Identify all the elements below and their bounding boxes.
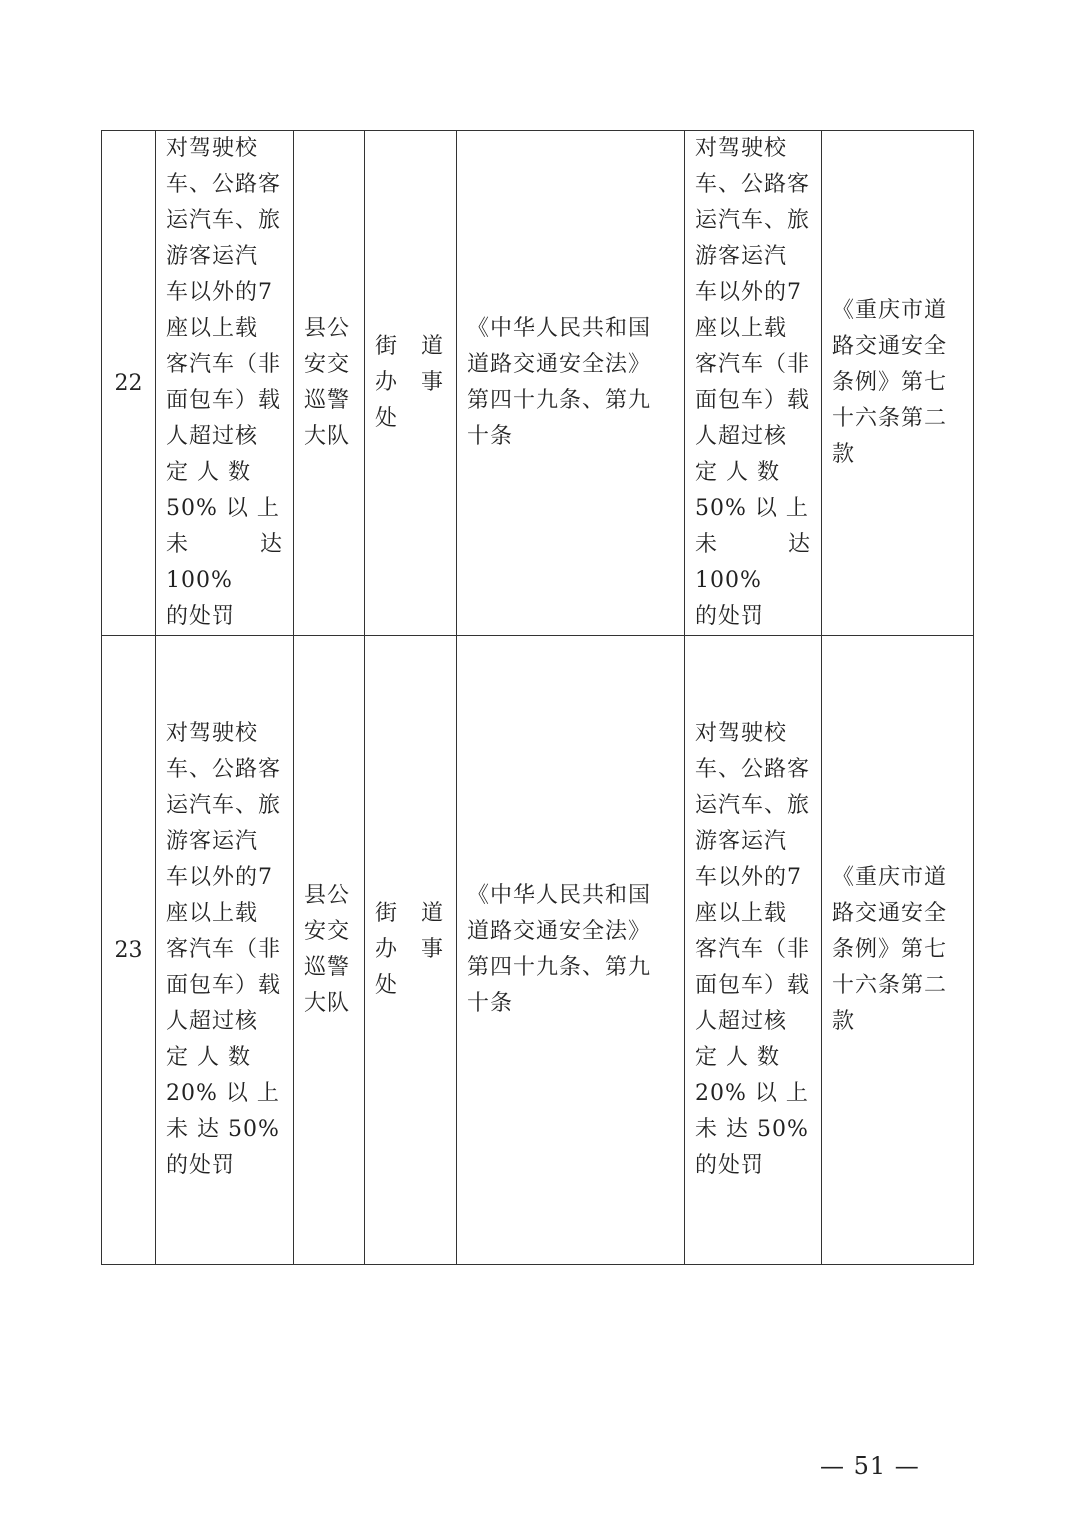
penalty-scope-text: 对驾驶校 车、公路客 运汽车、旅 游客运汽 车以外的7 座以上载 客汽车（非 面包车）载 人超过核 定 人 数 20% 以 上 未 达 50% 的处罚 xyxy=(695,721,811,1178)
local-regulation-cell xyxy=(822,131,974,636)
legal-basis-cell xyxy=(457,636,685,1265)
table-row xyxy=(102,636,974,1265)
penalty-scope-cell xyxy=(685,636,822,1265)
row-number: 22 xyxy=(114,370,143,396)
penalty-scope-cell xyxy=(685,131,822,636)
local-regulation-cell xyxy=(822,636,974,1265)
legal-basis-text: 《中华人民共和国 道路交通安全法》 第四十九条、第九 十条 xyxy=(467,883,652,1016)
legal-basis-text: 《中华人民共和国 道路交通安全法》 第四十九条、第九 十条 xyxy=(467,316,652,449)
regulation-table xyxy=(101,130,974,1265)
local-regulation-text: 《重庆市道 路交通安全 条例》第七 十六条第二 款 xyxy=(832,298,948,467)
enforcer-cell xyxy=(294,131,365,636)
row-number-cell xyxy=(102,131,156,636)
legal-basis-cell xyxy=(457,131,685,636)
local-regulation-text: 《重庆市道 路交通安全 条例》第七 十六条第二 款 xyxy=(832,865,948,1034)
row-number: 23 xyxy=(114,937,143,963)
delegate-cell xyxy=(365,131,457,636)
offense-cell xyxy=(156,131,294,636)
delegate-cell xyxy=(365,636,457,1265)
offense-text: 对驾驶校 车、公路客 运汽车、旅 游客运汽 车以外的7 座以上载 客汽车（非 面包车）载 人超过核 定 人 数 20% 以 上 未 达 50% 的处罚 xyxy=(166,721,282,1178)
penalty-scope-text: 对驾驶校 车、公路客 运汽车、旅 游客运汽 车以外的7 座以上载 客汽车（非 面包车）载 人超过核 定 人 数 50% 以 上 未达 100% 的处罚 xyxy=(695,136,811,629)
enforcer-cell xyxy=(294,636,365,1265)
enforcer-text: 县公 安交 巡警 大队 xyxy=(304,316,351,449)
enforcer-text: 县公 安交 巡警 大队 xyxy=(304,883,351,1016)
offense-text: 对驾驶校 车、公路客 运汽车、旅 游客运汽 车以外的7 座以上载 客汽车（非 面包车）载 人超过核 定 人 数 50% 以 上 未达 100% 的处罚 xyxy=(166,136,283,629)
table-row xyxy=(102,131,974,636)
row-number-cell xyxy=(102,636,156,1265)
delegate-text: 街 道 办 事 处 xyxy=(375,901,445,998)
offense-cell xyxy=(156,636,294,1265)
page-number: — 51 — xyxy=(820,1452,920,1480)
delegate-text: 街 道 办 事 处 xyxy=(375,334,445,431)
